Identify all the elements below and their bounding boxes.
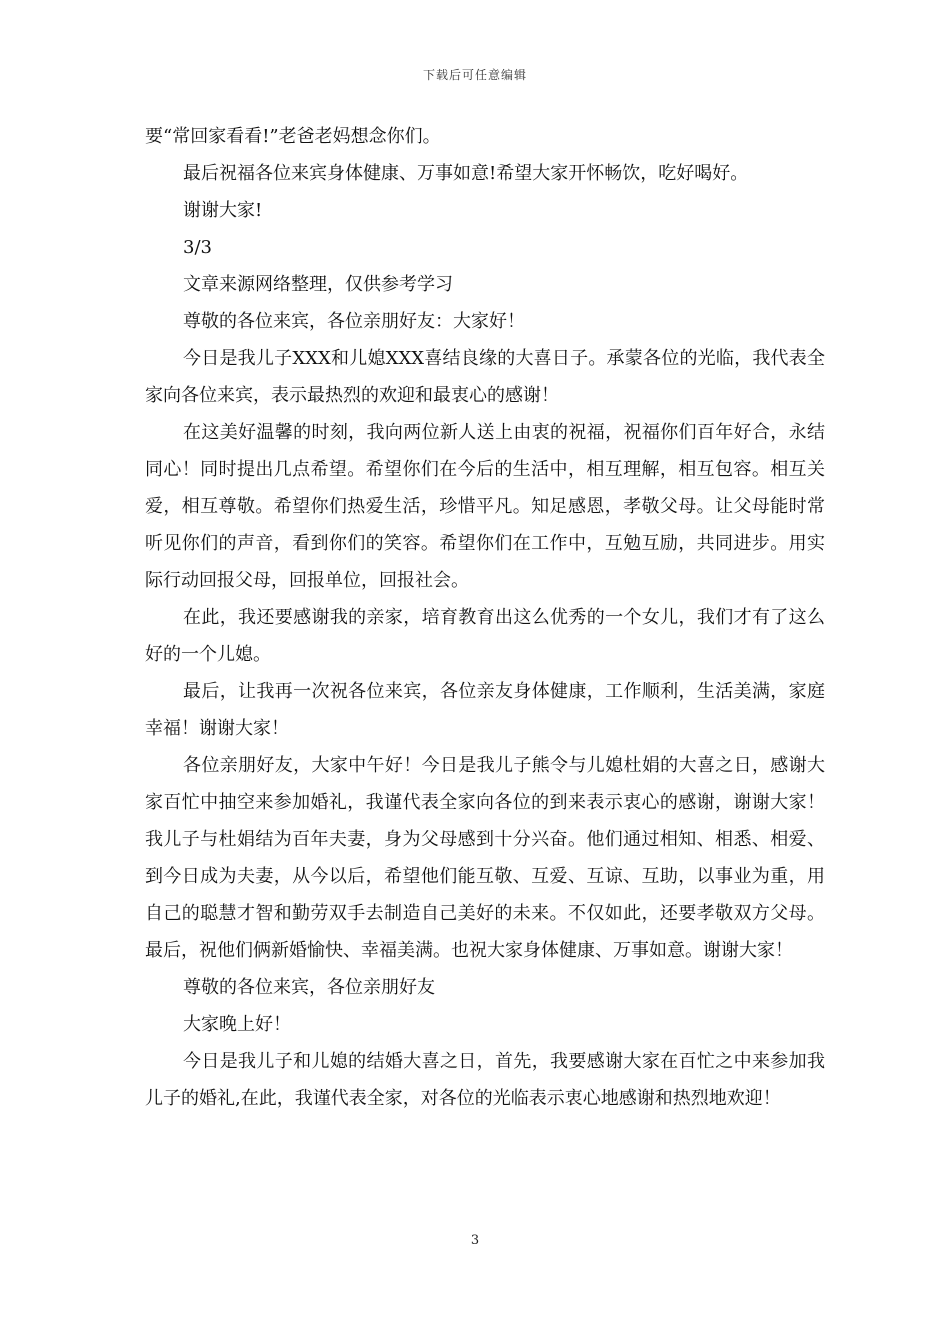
page-fraction-label: 3/3 — [183, 237, 212, 258]
paragraph: 谢谢大家! — [183, 200, 263, 221]
source-note: 文章来源网络整理，仅供参考学习 — [183, 274, 453, 295]
page-header-note: 下载后可任意编辑 — [422, 68, 527, 82]
paragraph: 各位亲朋好友，大家中午好！今日是我儿子熊令与儿媳杜娟的大喜之日，感谢大家百忙中抽空来参加婚礼，我谨代表全家向各位的到来表示衷心的感谢，谢谢大家！我儿子与杜娟结为百年夫妻，身为父母感到十分兴奋。他们通过相知、相悉、相爱、到今日成为夫妻，从今以后，希望他们能互敬、互爱、互谅、互助，以事业为重，用自己的聪慧才智和勤劳双手去制造自己美好的未来。不仅如此，还要孝敬双方父母。最后，祝他们俩新婚愉快、幸福美满。也祝大家身体健康、万事如意。谢谢大家！ — [145, 755, 825, 961]
paragraph: 最后祝福各位来宾身体健康、万事如意!希望大家开怀畅饮，吃好喝好。 — [183, 163, 749, 184]
paragraph: 今日是我儿子和儿媳的结婚大喜之日，首先，我要感谢大家在百忙之中来参加我儿子的婚礼,在此，我谨代表全家，对各位的光临表示衷心地感谢和热烈地欢迎！ — [145, 1051, 825, 1109]
paragraph: 今日是我儿子XXX和儿媳XXX喜结良缘的大喜日子。承蒙各位的光临，我代表全家向各位来宾，表示最热烈的欢迎和最衷心的感谢！ — [145, 348, 825, 406]
document-body — [145, 118, 825, 1117]
paragraph: 在此，我还要感谢我的亲家，培育教育出这么优秀的一个女儿，我们才有了这么好的一个儿媳。 — [145, 607, 825, 665]
paragraph: 最后，让我再一次祝各位来宾，各位亲友身体健康，工作顺利，生活美满，家庭幸福！谢谢大家！ — [145, 681, 825, 739]
paragraph: 要“常回家看看!”老爸老妈想念你们。 — [145, 126, 441, 147]
page-number: 3 — [470, 1233, 480, 1248]
paragraph: 大家晚上好！ — [183, 1014, 291, 1035]
paragraph: 尊敬的各位来宾，各位亲朋好友：大家好！ — [183, 311, 525, 332]
paragraph: 在这美好温馨的时刻，我向两位新人送上由衷的祝福，祝福你们百年好合，永结同心！同时提出几点希望。希望你们在今后的生活中，相互理解，相互包容。相互关爱，相互尊敬。希望你们热爱生活，珍惜平凡。知足感恩，孝敬父母。让父母能时常听见你们的声音，看到你们的笑容。希望你们在工作中，互勉互励，共同进步。用实际行动回报父母，回报单位，回报社会。 — [145, 422, 825, 591]
paragraph: 尊敬的各位来宾，各位亲朋好友 — [183, 977, 435, 998]
